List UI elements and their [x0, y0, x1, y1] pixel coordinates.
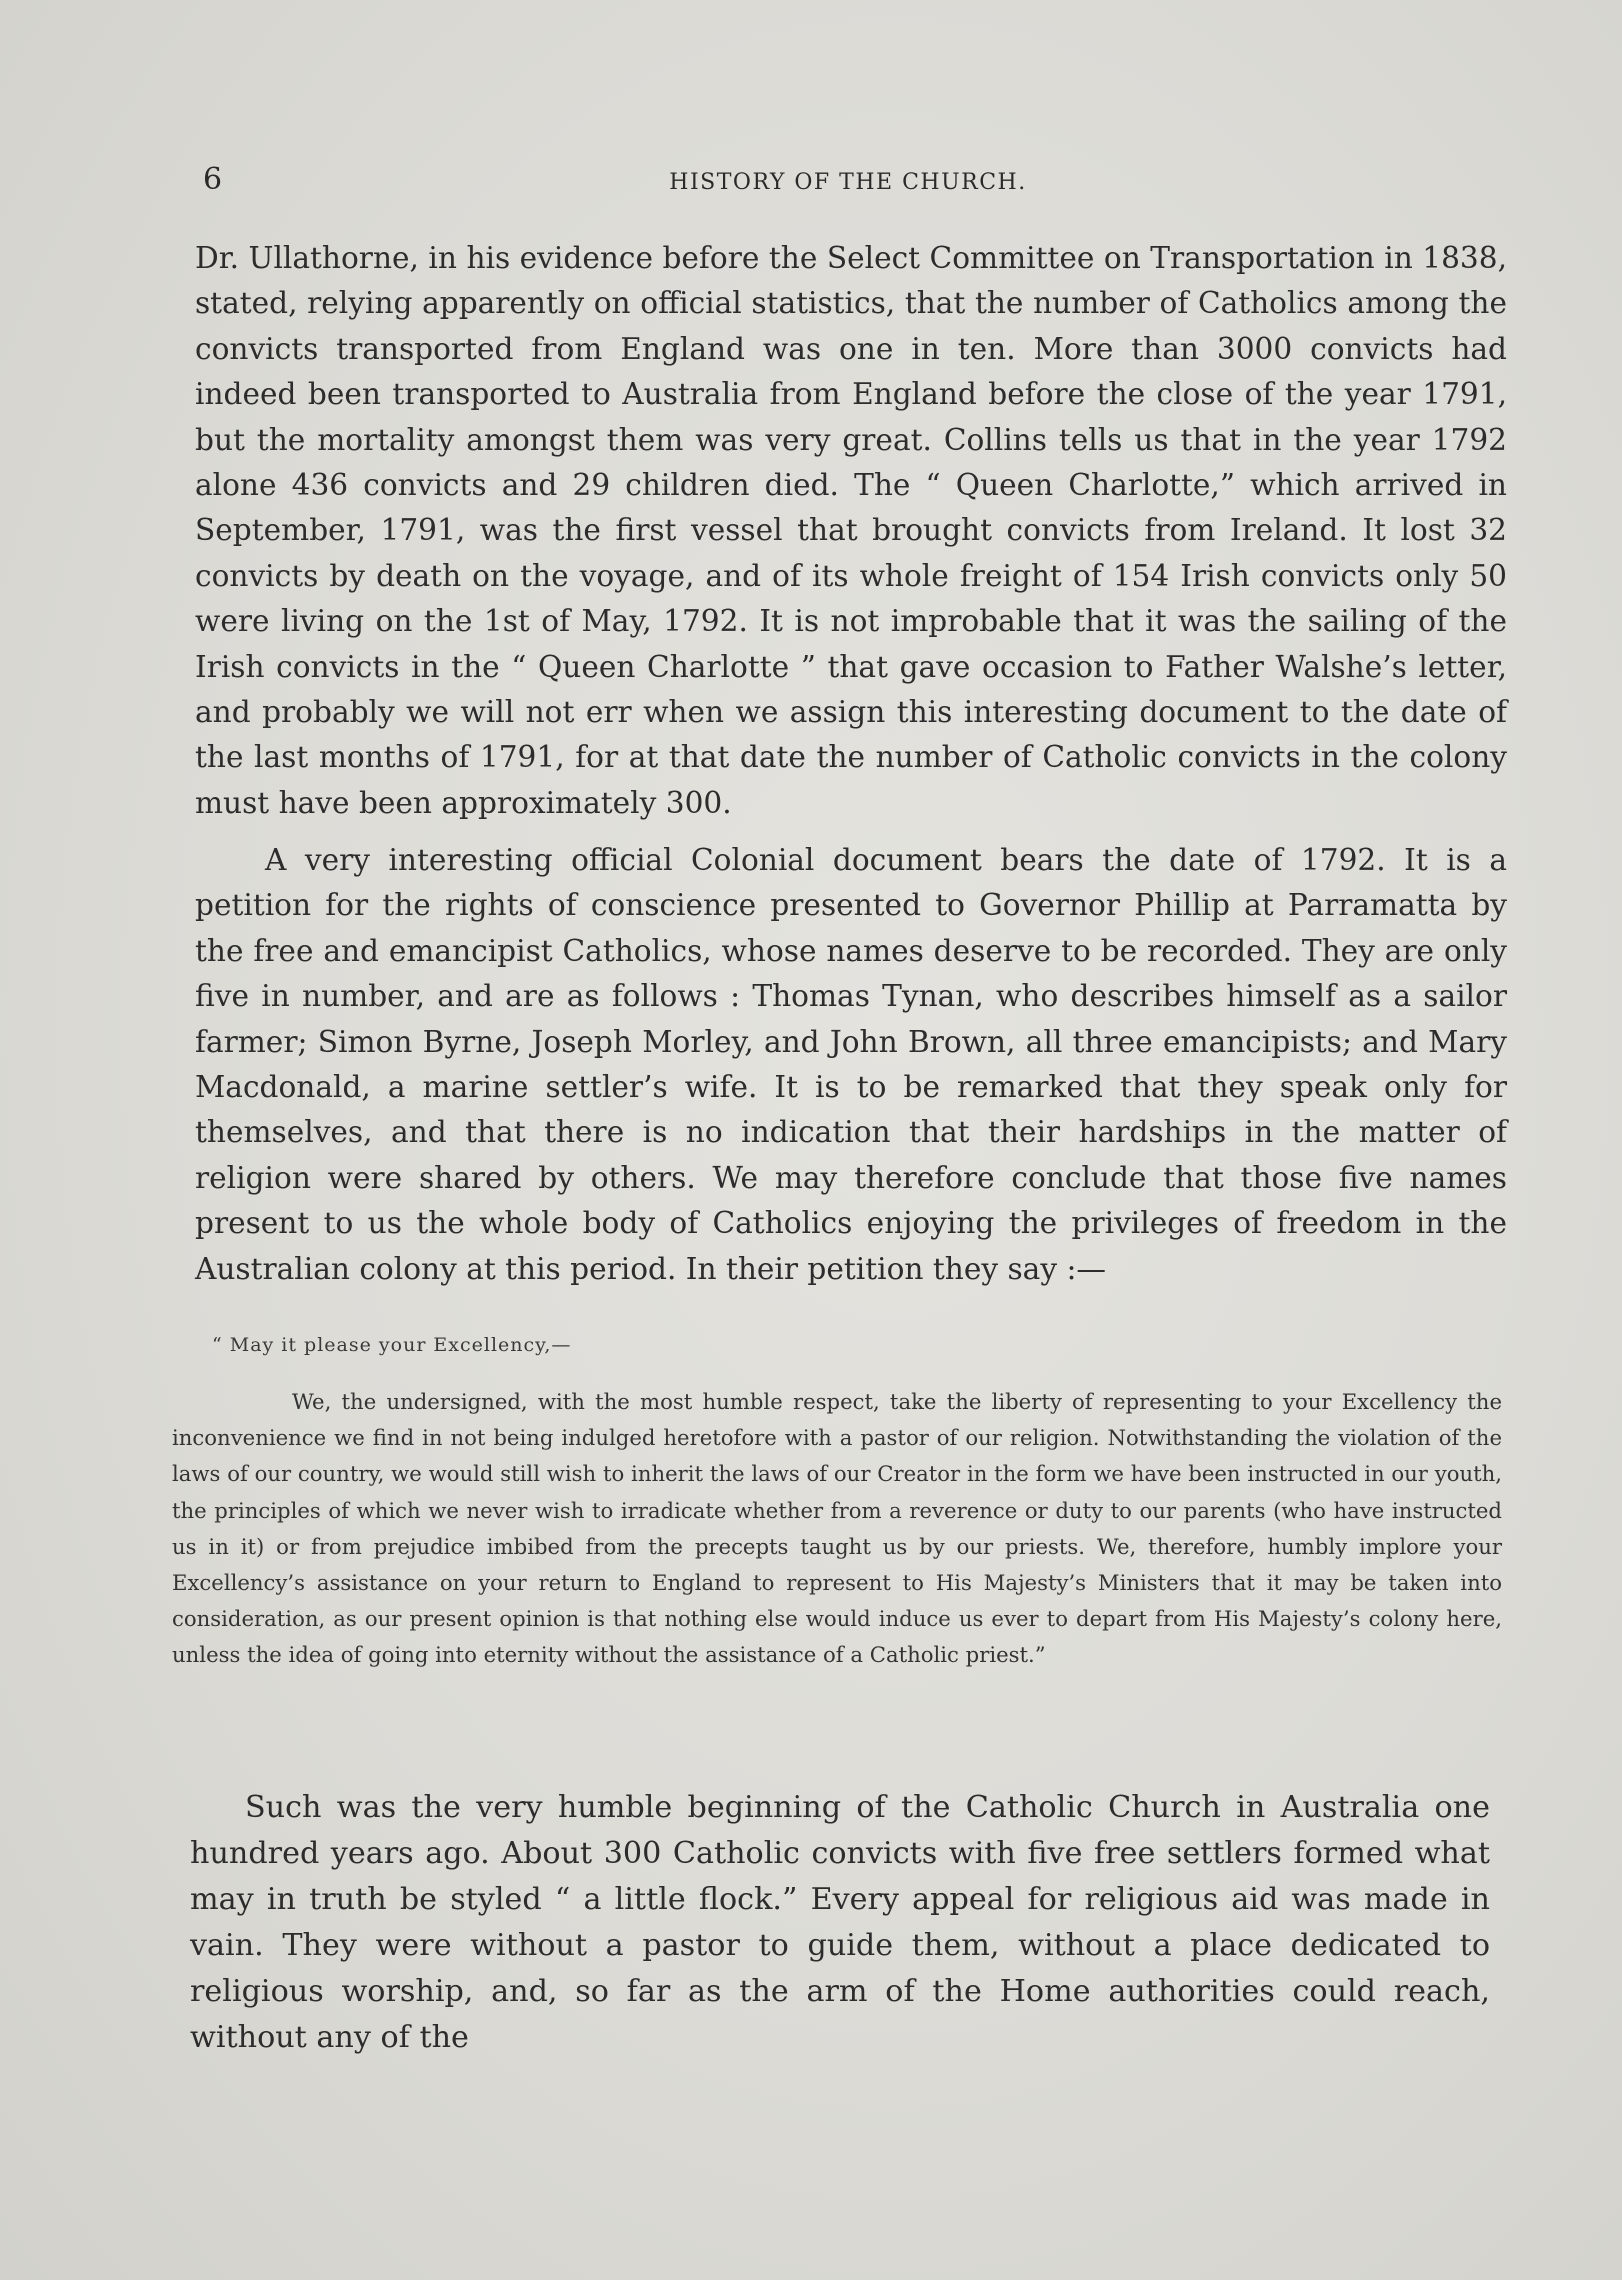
paragraph-closing: Such was the very humble beginning of the Catholic Church in Australia one hundred years ago. About 300 Catholic convicts with five free settlers formed what may in truth be styled “ a little flock.” Every appeal for religious aid was made in vain. They were without a pastor to guide them, without a place dedicated to religious worship, and, so far as the arm of the Home authorities could reach, without any of the [190, 1790, 1490, 2055]
paragraph-ullathorne: Dr. Ullathorne, in his evidence before the Select Committee on Transportation in 1838, stated, relying apparently on official statistics, that the number of Catholics among the convicts transported from England was one in ten. More than 3000 convicts had indeed been transported to Australia from England before the close of the year 1791, but the mortality amongst them was very great. Collins tells us that in the year 1792 alone 436 convicts and 29 children died. The “ Queen Charlotte,” which arrived in September, 1791, was the first vessel that brought convicts from Ireland. It lost 32 convicts by death on the voyage, and of its whole freight of 154 Irish convicts only 50 were living on the 1st of May, 1792. It is not improbable that it was the sailing of the Irish convicts in the “ Queen Charlotte ” that gave occasion to Father Walshe’s letter, and probably we will not err when we assign this interesting document to the date of the last months of 1791, for at that date the number of Catholic convicts in the colony must have been approximately 300. [195, 241, 1507, 820]
paragraph-petition-intro: A very interesting official Colonial document bears the date of 1792. It is a petition for the rights of conscience presented to Governor Phillip at Parramatta by the free and emancipist Catholics, whose names deserve to be recorded. They are only five in number, and are as follows : Thomas Tynan, who describes himself as a sailor farmer; Simon Byrne, Joseph Morley, and John Brown, all three emancipists; and Mary Macdonald, a marine settler’s wife. It is to be remarked that they speak only for themselves, and that there is no indication that their hardships in the matter of religion were shared by others. We may therefore conclude that those five names present to us the whole body of Catholics enjoying the privileges of freedom in the Australian colony at this period. In their petition they say :— [195, 843, 1507, 1286]
page-number: 6 [203, 162, 223, 197]
petition-quote: We, the undersigned, with the most humble respect, take the liberty of representing to your Excellency the inconvenience we find in not being indulged heretofore with a pastor of our religion. Notwithstanding the violation of the laws of our country, we would still wish to inherit the laws of our Creator in the form we have been instructed in our youth, the principles of which we never wish to irradicate whether from a reverence or duty to our parents (who have instructed us in it) or from prejudice imbibed from the precepts taught us by our priests. We, therefore, humbly implore your Excellency’s assistance on your return to England to represent to His Majesty’s Ministers that it may be taken into consideration, as our present opinion is that nothing else would induce us ever to depart from His Majesty’s colony here, unless the idea of going into eternity without the assistance of a Catholic priest.” [172, 1389, 1502, 1668]
petition-salutation: “ May it please your Excellency,— [212, 1334, 572, 1356]
page-header [203, 162, 1493, 202]
running-head: HISTORY OF THE CHURCH. [669, 170, 1027, 195]
